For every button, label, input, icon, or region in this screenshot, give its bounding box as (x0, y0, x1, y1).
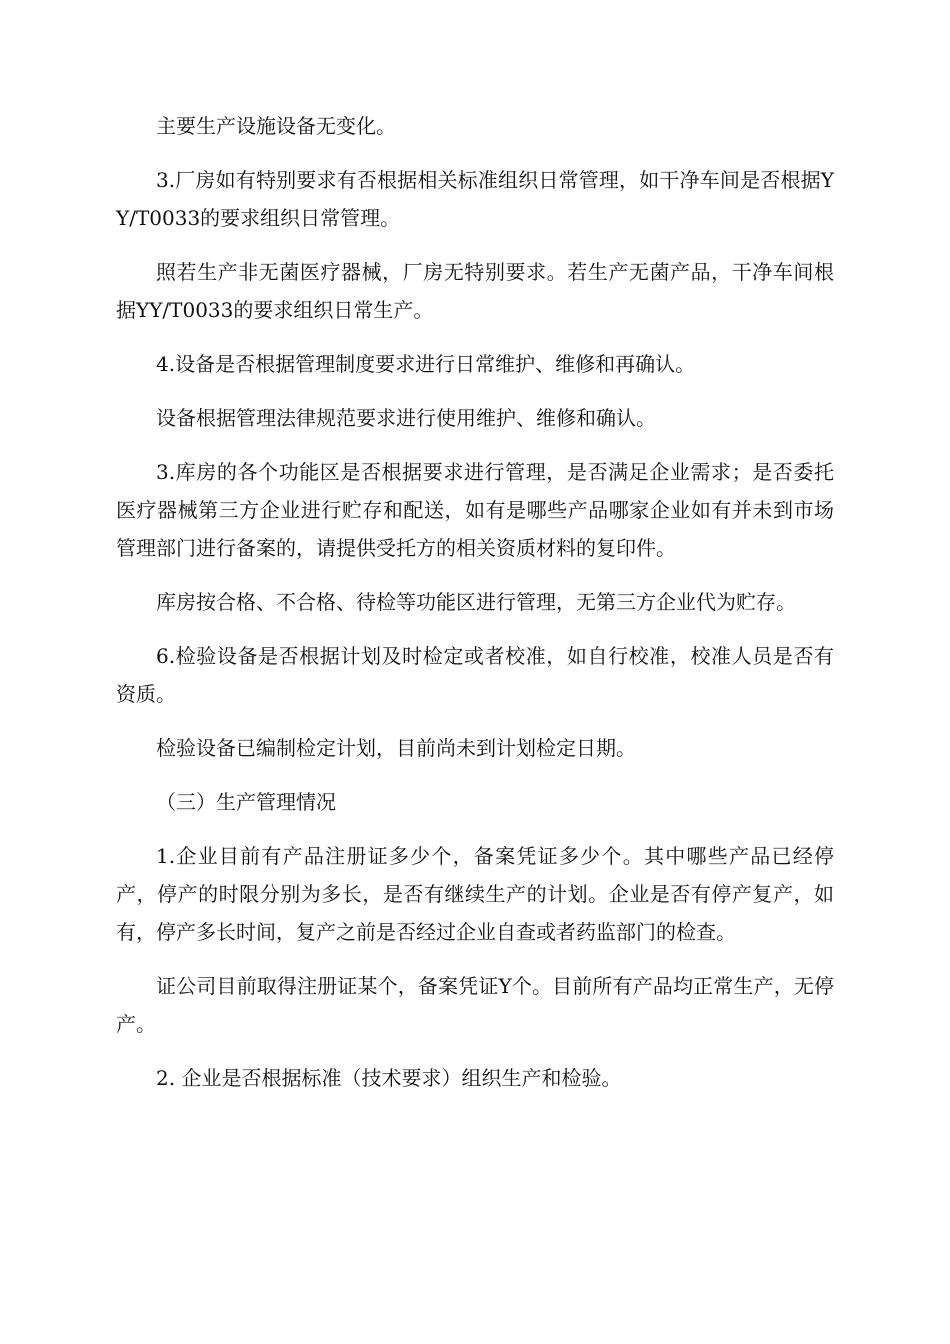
paragraph-q4-equipment: 4.设备是否根据管理制度要求进行日常维护、维修和再确认。 (156, 352, 696, 376)
paragraph-q6-inspection: 6.检验设备是否根据计划及时检定或者校准，如自行校准，校准人员是否有资质。 (116, 644, 834, 706)
paragraph-a6-inspection: 检验设备已编制检定计划，目前尚未到计划检定日期。 (156, 736, 636, 760)
paragraph-a4-equipment: 设备根据管理法律规范要求进行使用维护、维修和确认。 (156, 406, 656, 430)
paragraph-q1-registration: 1.企业目前有产品注册证多少个，备案凭证多少个。其中哪些产品已经停产，停产的时限分别为多长，是否有继续生产的计划。企业是否有停产复产，如有，停产多长时间，复产之前是否经过企业自查或者药监部门的检查。 (116, 844, 834, 944)
section-heading-production: （三）生产管理情况 (156, 790, 336, 814)
paragraph-a3-workshop: 照若生产非无菌医疗器械，厂房无特别要求。若生产无菌产品，干净车间根据YY/T0033的要求组织日常生产。 (116, 260, 834, 322)
paragraph-a1-registration: 证公司目前取得注册证某个，备案凭证Y个。目前所有产品均正常生产，无停产。 (116, 974, 834, 1036)
paragraph-q3-workshop: 3.厂房如有特别要求有否根据相关标准组织日常管理，如干净车间是否根据YY/T0033的要求组织日常管理。 (116, 168, 834, 230)
paragraph-q-warehouse: 3.库房的各个功能区是否根据要求进行管理，是否满足企业需求；是否委托医疗器械第三方企业进行贮存和配送，如有是哪些产品哪家企业如有并未到市场管理部门进行备案的，请提供受托方的相关资质材料的复印件。 (116, 460, 834, 560)
document-page (116, 107, 834, 1113)
paragraph-facilities-unchanged: 主要生产设施设备无变化。 (156, 114, 396, 138)
paragraph-a-warehouse: 库房按合格、不合格、待检等功能区进行管理，无第三方企业代为贮存。 (156, 590, 796, 614)
paragraph-q2-standards: 2. 企业是否根据标准（技术要求）组织生产和检验。 (156, 1066, 622, 1090)
